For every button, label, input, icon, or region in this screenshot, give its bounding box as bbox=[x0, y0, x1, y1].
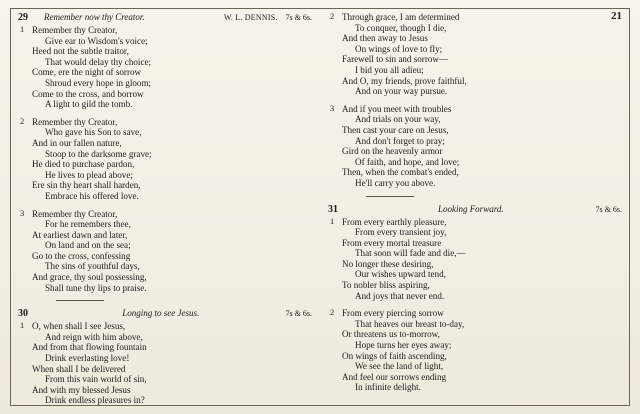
verse-line: That would delay thy choice; bbox=[45, 56, 152, 67]
verse-line: From every transient joy, bbox=[355, 227, 447, 238]
verse-line: Shroud every hope in gloom; bbox=[45, 77, 152, 88]
hymn-31-header bbox=[328, 204, 622, 215]
page-columns bbox=[18, 12, 622, 404]
verse-line: From every earthly pleasure, bbox=[342, 216, 447, 227]
right-column bbox=[328, 12, 622, 404]
page-number: 21 bbox=[611, 10, 622, 22]
verse-line: To nobler bliss aspiring, bbox=[342, 280, 430, 291]
verse-line: Remember thy Creator, bbox=[32, 25, 118, 35]
verse-line: And in our fallen nature, bbox=[32, 137, 122, 148]
verse-line: From every mortal treasure bbox=[342, 237, 442, 248]
stanza bbox=[328, 217, 622, 302]
verse-line: Through grace, I am determined bbox=[342, 12, 460, 22]
verse-line: Drink endless pleasures in? bbox=[45, 395, 145, 406]
section-divider bbox=[366, 196, 414, 197]
stanza-number: 1 bbox=[20, 321, 25, 331]
verse-line: On wings of love to fly; bbox=[355, 43, 443, 54]
verse-line: And don't forget to pray; bbox=[355, 135, 445, 146]
verse-line: Embrace his offered love. bbox=[45, 190, 139, 201]
stanza bbox=[328, 104, 622, 189]
verse-line: The sins of youthful days, bbox=[45, 261, 140, 272]
verse-line: We see the land of light, bbox=[355, 361, 444, 372]
stanza bbox=[18, 25, 312, 110]
stanza bbox=[18, 321, 312, 406]
verse-line: Drink everlasting love! bbox=[45, 353, 130, 364]
section-divider bbox=[56, 300, 104, 301]
verse-line: And trials on your way, bbox=[355, 114, 441, 125]
hymn-29-meter: 7s & 6s. bbox=[285, 13, 312, 22]
hymn-30-meter: 7s & 6s. bbox=[285, 309, 312, 319]
stanza bbox=[328, 12, 622, 97]
stanza-number: 1 bbox=[330, 216, 335, 226]
hymn-29-author: W. L. DENNIS. bbox=[223, 13, 278, 22]
hymn-30-title: Longing to see Jesus. bbox=[122, 308, 200, 319]
left-column bbox=[18, 12, 312, 404]
verse-line: He'll carry you above. bbox=[355, 177, 436, 188]
stanza-number: 3 bbox=[330, 103, 335, 113]
verse-line: Remember thy Creator, bbox=[32, 116, 118, 127]
verse-line: Heed not the subtle traitor, bbox=[32, 46, 129, 57]
hymn-29 bbox=[18, 12, 312, 293]
verse-line: A light to gild the tomb. bbox=[45, 99, 133, 110]
verse-line: And grace, thy soul possessing, bbox=[32, 272, 147, 283]
verse-line: On wings of faith ascending, bbox=[342, 350, 447, 361]
verse-line: Our wishes upward tend, bbox=[355, 269, 446, 280]
hymn-continuation bbox=[328, 12, 622, 189]
verse-line: Come, ere the night of sorrow bbox=[32, 67, 142, 78]
hymn-31-title: Looking Forward. bbox=[437, 203, 504, 214]
verse-line: Who gave his Son to save, bbox=[45, 127, 142, 138]
verse-line: Or threatens us to-morrow, bbox=[342, 329, 440, 340]
stanza-number: 2 bbox=[20, 116, 25, 126]
verse-line: Then cast your care on Jesus, bbox=[342, 124, 449, 135]
verse-line: From this vain world of sin, bbox=[45, 374, 147, 385]
verse-line: Of faith, and hope, and love; bbox=[355, 156, 460, 167]
stanza bbox=[18, 117, 312, 202]
hymn-31-meter: 7s & 6s. bbox=[595, 204, 622, 214]
verse-line: And with my blessed Jesus bbox=[32, 384, 131, 395]
stanza bbox=[328, 308, 622, 393]
stanza bbox=[18, 209, 312, 294]
stanza-number: 3 bbox=[20, 208, 25, 218]
verse-line: Stoop to the darksome grave; bbox=[45, 148, 152, 159]
stanza-number: 2 bbox=[330, 308, 335, 318]
verse-line: From every piercing sorrow bbox=[342, 308, 444, 319]
verse-line: And from that flowing fountain bbox=[32, 342, 147, 353]
verse-line: Come to the cross, and borrow bbox=[32, 88, 144, 99]
verse-line: Gird on the heavenly armor bbox=[342, 146, 443, 157]
hymn-29-title: Remember now thy Creator. bbox=[44, 12, 145, 22]
verse-line: Ere sin thy heart shall harden, bbox=[32, 180, 141, 191]
verse-line: That heaves our breast to-day, bbox=[355, 318, 465, 329]
verse-line: Then, when the combat's ended, bbox=[342, 167, 459, 178]
verse-line: On land and on the sea; bbox=[45, 240, 131, 251]
verse-line: At earliest dawn and later, bbox=[32, 229, 128, 240]
verse-line: Remember thy Creator, bbox=[32, 208, 118, 219]
hymn-30-header bbox=[18, 308, 312, 319]
stanza-number: 2 bbox=[330, 12, 335, 21]
verse-line: O, when shall I see Jesus, bbox=[32, 321, 126, 332]
verse-line: For he remembers thee, bbox=[45, 219, 131, 230]
hymn-31-number: 31 bbox=[328, 203, 338, 215]
verse-line: And reign with him above, bbox=[45, 331, 143, 342]
verse-line: And joys that never end. bbox=[355, 290, 445, 301]
verse-line: And O, my friends, prove faithful, bbox=[342, 75, 467, 86]
hymn-29-number: 29 bbox=[18, 12, 28, 23]
verse-line: In infinite delight. bbox=[355, 382, 421, 393]
verse-line: Shall tune thy lips to praise. bbox=[45, 282, 147, 293]
verse-line: He lives to plead above; bbox=[45, 169, 133, 180]
verse-line: I bid you all adieu; bbox=[355, 64, 424, 75]
verse-line: Farewell to sin and sorrow— bbox=[342, 54, 449, 65]
hymn-29-header bbox=[18, 12, 312, 23]
verse-line: When shall I be delivered bbox=[32, 363, 126, 374]
verse-line: Hope turns her eyes away; bbox=[355, 340, 452, 351]
verse-line: No longer these desiring, bbox=[342, 258, 434, 269]
hymn-30 bbox=[18, 308, 312, 406]
verse-line: And if you meet with troubles bbox=[342, 103, 452, 114]
verse-line: That soon will fade and die,— bbox=[355, 248, 466, 259]
verse-line: And feel our sorrows ending bbox=[342, 371, 447, 382]
stanza-number: 1 bbox=[20, 25, 25, 34]
verse-line: And on your way pursue. bbox=[355, 86, 448, 97]
verse-line: He died to purchase pardon, bbox=[32, 159, 135, 170]
verse-line: Give ear to Wisdom's voice; bbox=[45, 35, 148, 46]
verse-line: To conquer, though I die, bbox=[355, 22, 447, 33]
verse-line: And then away to Jesus bbox=[342, 33, 428, 44]
hymn-30-number: 30 bbox=[18, 308, 28, 320]
verse-line: Go to the cross, confessing bbox=[32, 250, 131, 261]
hymn-31 bbox=[328, 204, 622, 394]
